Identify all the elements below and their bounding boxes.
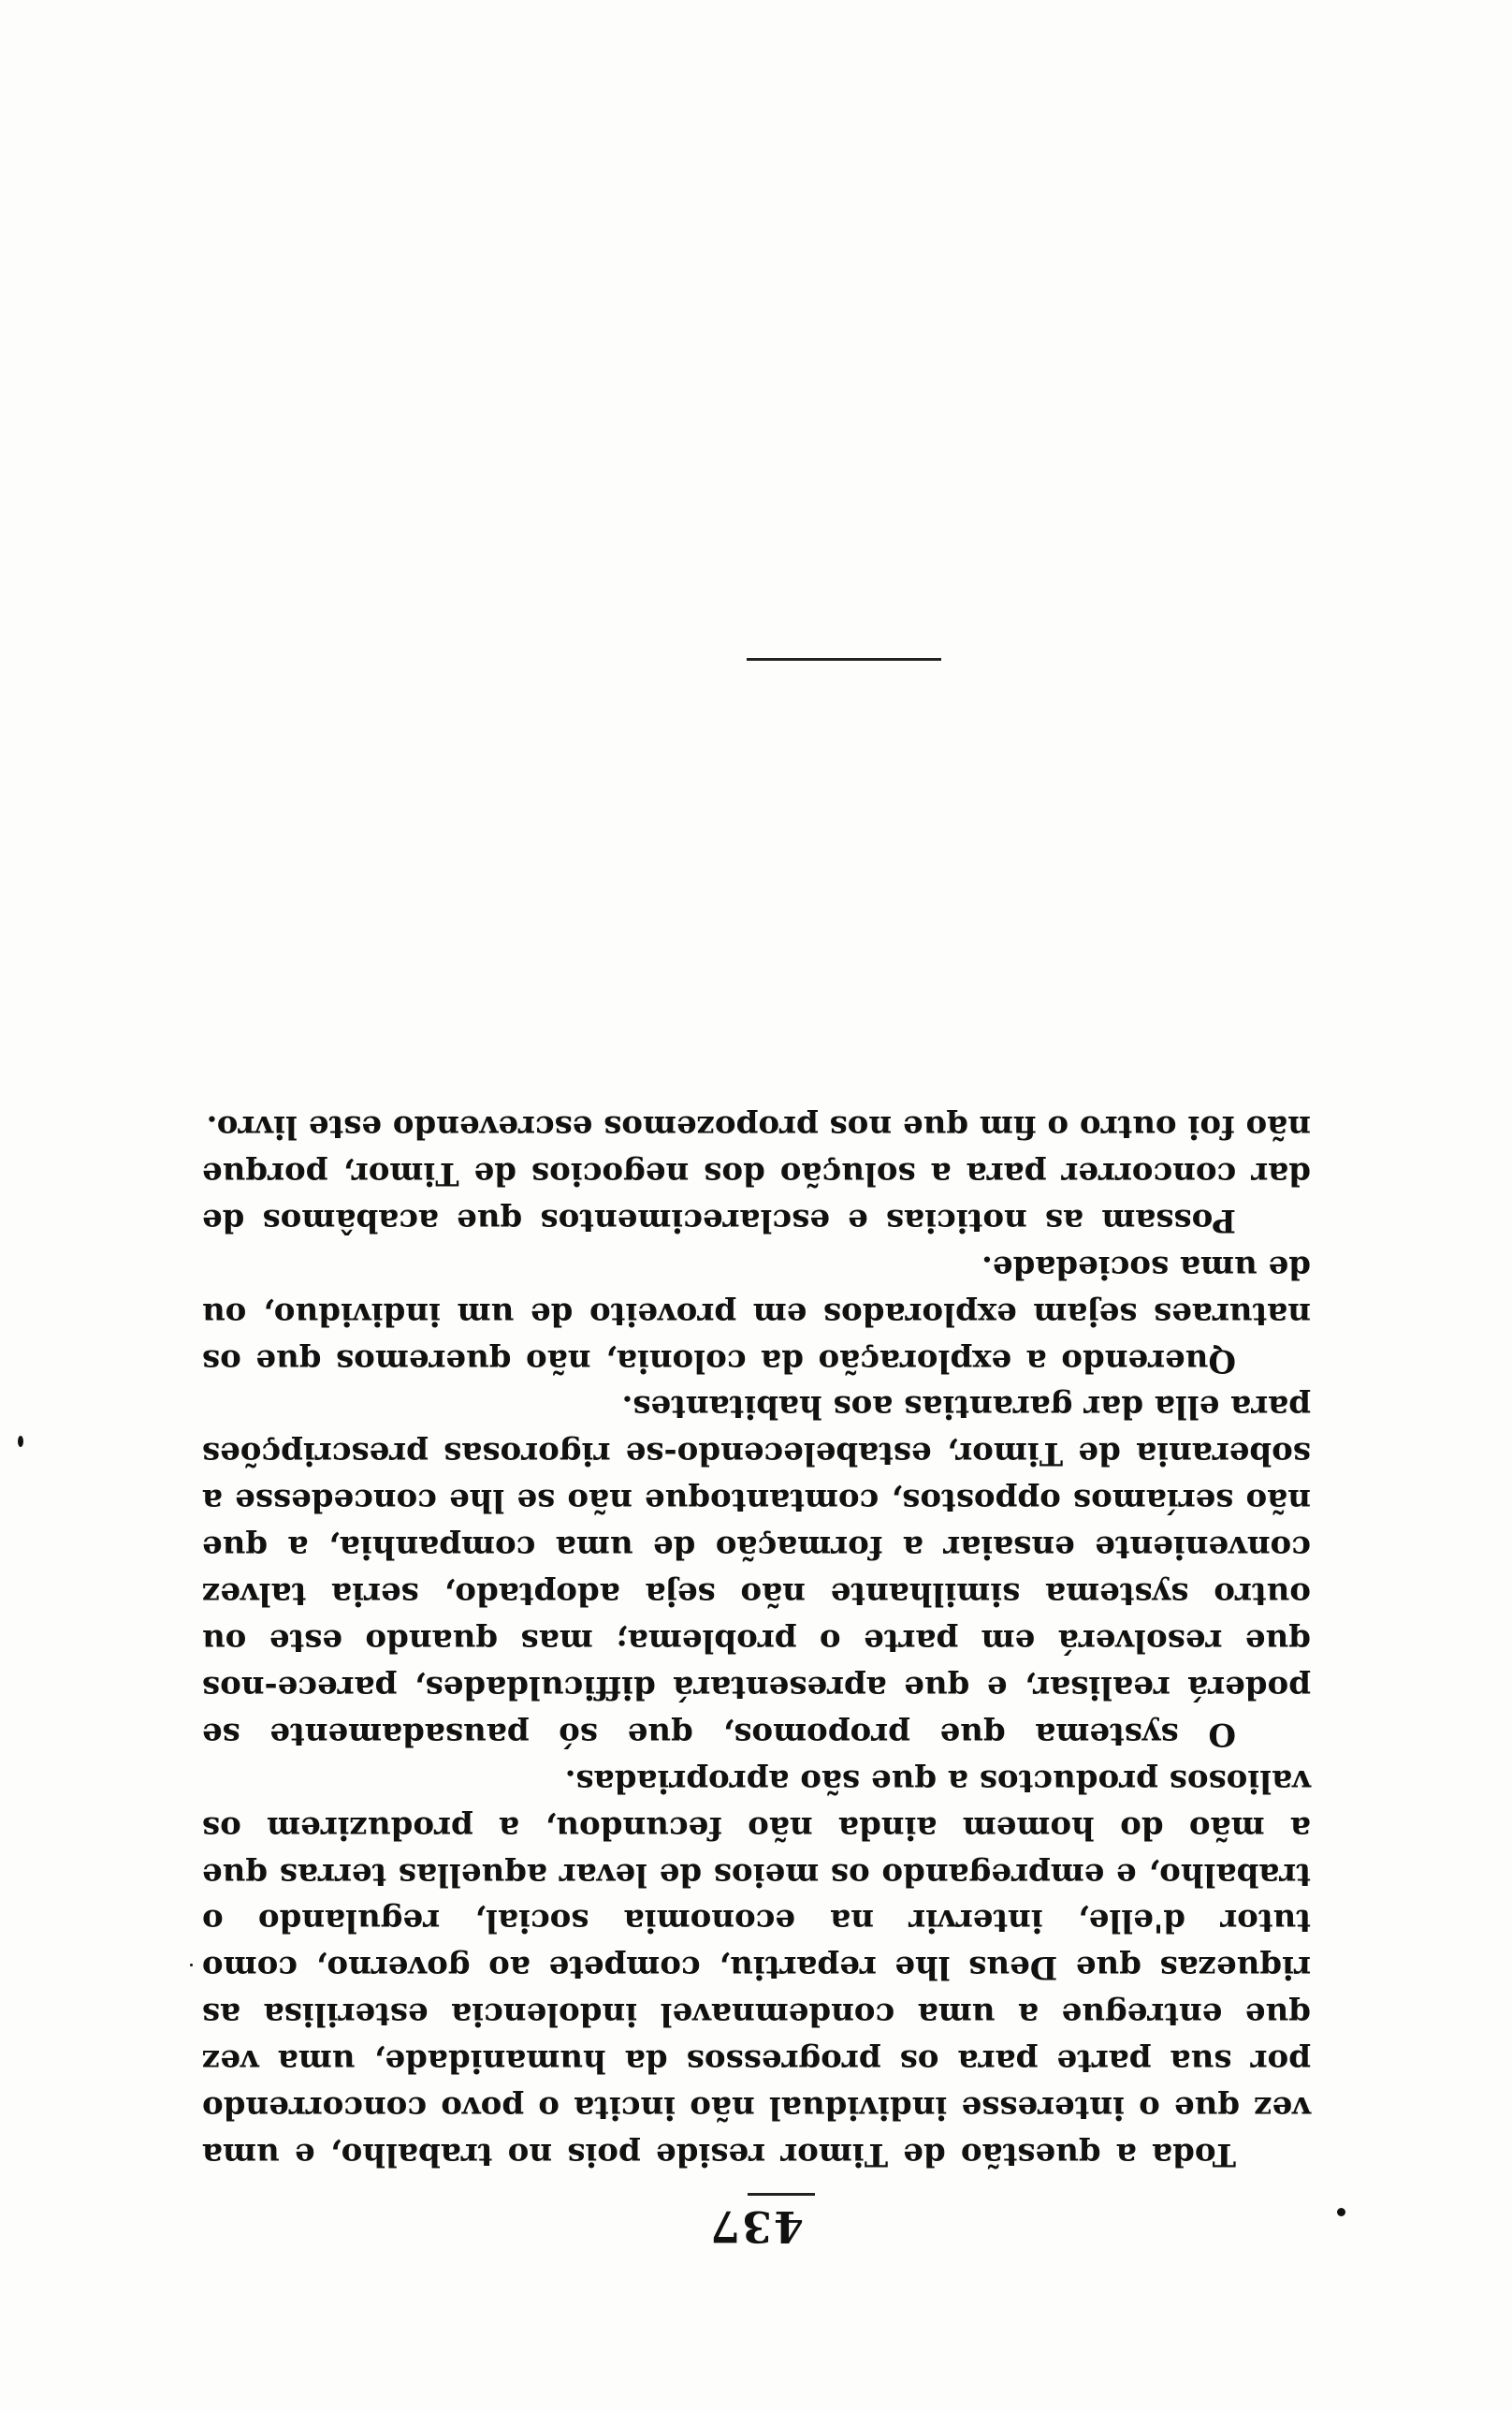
page-number-rule xyxy=(748,2193,815,2196)
ink-speck xyxy=(190,1964,193,1966)
closing-rule xyxy=(747,658,941,661)
paragraph-2: O systema que propomos, que só pausadamente se poderá realisar, e que apresentará difficuldades, parece-nos que resolverá em parte o problema; mas quando este ou outro systema similhante não seja adoptado, seria talvez conveniente ensaiar a formação de uma companhia, a que não seríamos oppostos, comtantoque não se lhe concedesse a soberania de Timor, estabelecendo-se rigorosas prescripções para ella dar garantias aos habitantes. xyxy=(202,1388,1311,1753)
page-number: 437 xyxy=(707,2201,805,2252)
paragraph-4: Possam as noticias e esclarecimentos que acabâmos de dar concorrer para a solução dos negocios de Timor, porque não foi outro o fim que nos propozemos escrevendo este livro. xyxy=(202,1108,1311,1239)
paragraph-3: Querendo a exploração da colonia, não queremos que os naturaes sejam explorados em proveito de um individuo, ou de uma sociedade. xyxy=(202,1248,1311,1380)
paragraph-1: Toda a questão de Timor reside pois no trabalho, e uma vez que o interesse individual não incita o povo concorrendo por sua parte para os progressos da humanidade, uma vez que entregue a uma condemnavel indolencia esterilisa as riquezas que Deus lhe repartiu, compete ao governo, como tutor d'elle, intervir na economia social, regulando o trabalho, e empregando os meios de levar aquellas terras que a mão do homem ainda não fecundou, a produzirem os valiosos productos a que são apropriadas. xyxy=(202,1761,1311,2173)
ink-speck xyxy=(18,1436,23,1447)
ink-speck xyxy=(1337,2208,1345,2216)
body-text xyxy=(202,1103,1311,2177)
